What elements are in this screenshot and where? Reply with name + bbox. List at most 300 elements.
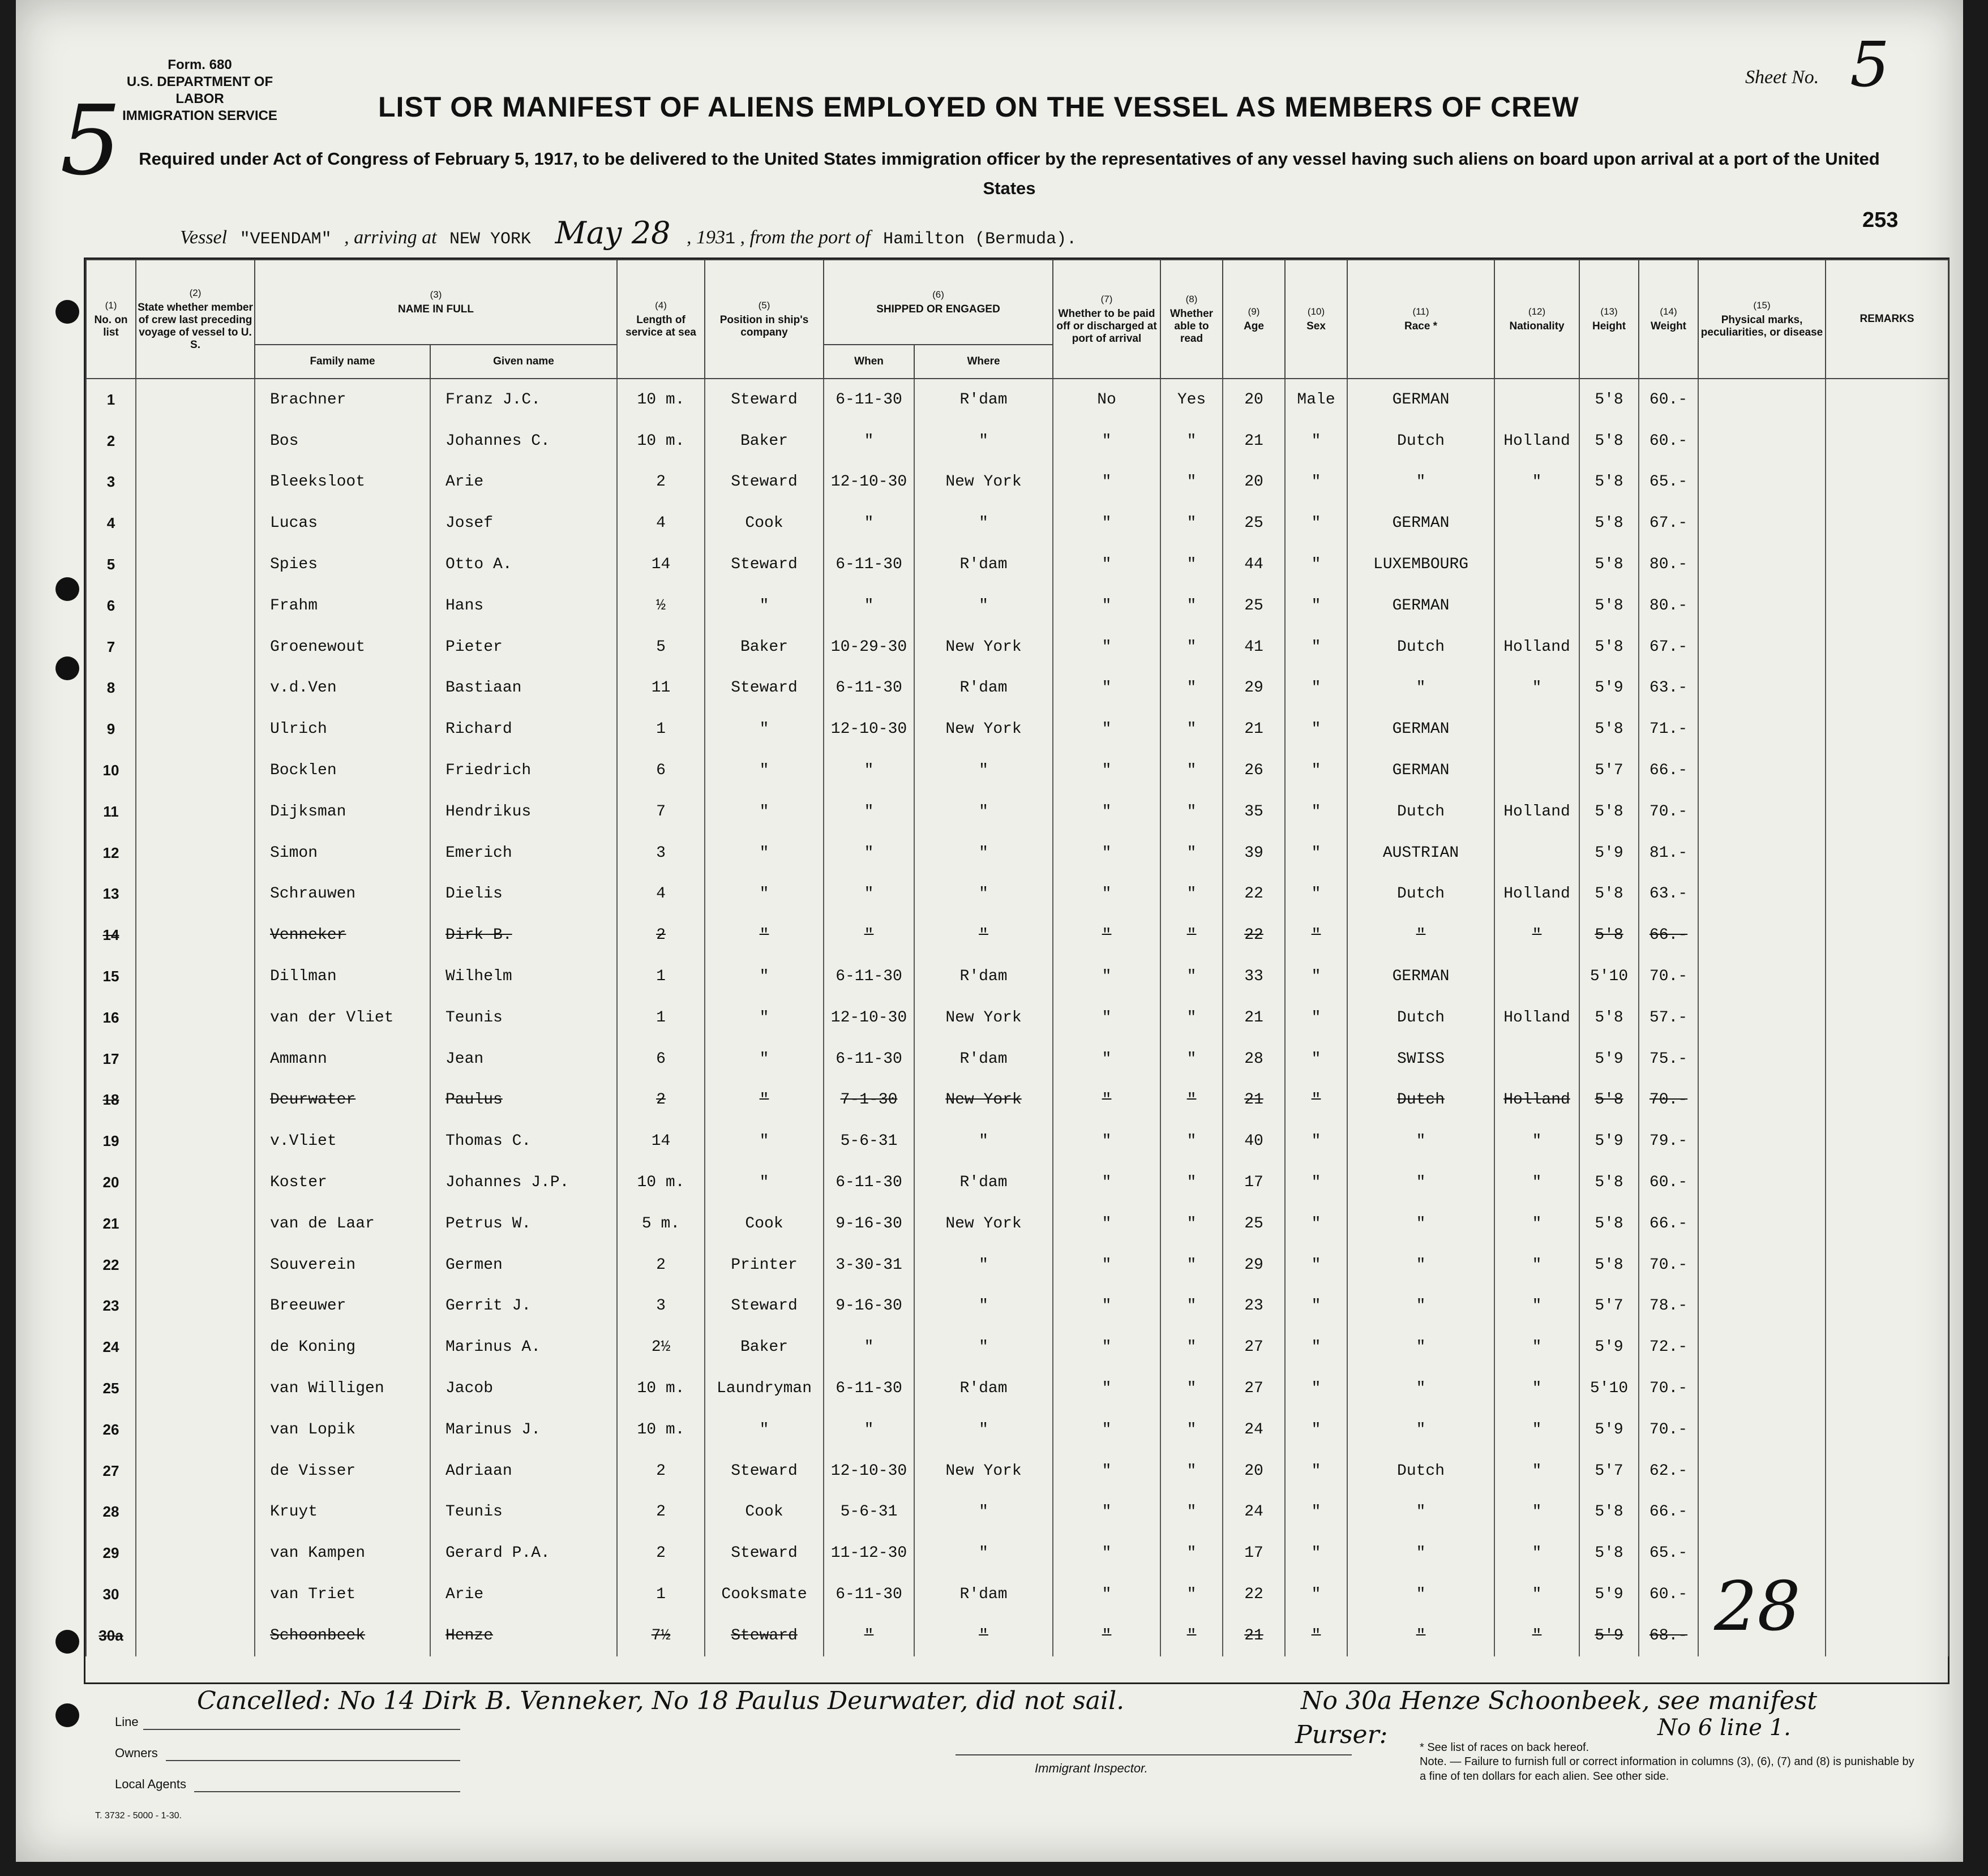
col-header-no: (1) No. on list [86, 260, 136, 379]
family-name: Venneker [255, 915, 430, 956]
inspector-label: Immigrant Inspector. [1035, 1761, 1148, 1775]
given-name: Marinus J. [430, 1409, 617, 1450]
age: 22 [1223, 874, 1285, 915]
remarks [1826, 874, 1948, 915]
height: 5'8 [1579, 709, 1639, 750]
shipped-when: " [824, 874, 914, 915]
able-to-read: " [1160, 1532, 1223, 1574]
shipped-when: " [824, 750, 914, 791]
prior-voyage-cell [136, 1203, 255, 1244]
able-to-read: " [1160, 1574, 1223, 1615]
given-name: Josef [430, 503, 617, 544]
weight: 70.- [1639, 1080, 1698, 1121]
physical-marks [1698, 915, 1826, 956]
nationality: " [1494, 1368, 1579, 1409]
able-to-read: " [1160, 462, 1223, 503]
shipped-when: 9-16-30 [824, 1286, 914, 1327]
shipped-where: New York [914, 462, 1053, 503]
sex: Male [1285, 379, 1347, 420]
weight: 66.- [1639, 1492, 1698, 1533]
schoonbeek-note: No 30a Henze Schoonbeek, see manifest [1301, 1686, 1818, 1715]
table-row [86, 915, 1948, 956]
weight: 66.- [1639, 915, 1698, 956]
table-row [86, 503, 1948, 544]
family-name: Lucas [255, 503, 430, 544]
nationality: Holland [1494, 626, 1579, 668]
able-to-read: " [1160, 1162, 1223, 1203]
prior-voyage-cell [136, 1162, 255, 1203]
race: SWISS [1347, 1038, 1494, 1080]
race: LUXEMBOURG [1347, 544, 1494, 585]
row-number: 12 [86, 832, 136, 874]
physical-marks [1698, 1162, 1826, 1203]
table-row [86, 379, 1948, 420]
physical-marks [1698, 832, 1826, 874]
prior-voyage-cell [136, 874, 255, 915]
nationality: " [1494, 668, 1579, 709]
shipped-where: " [914, 420, 1053, 462]
able-to-read: " [1160, 1038, 1223, 1080]
able-to-read: " [1160, 420, 1223, 462]
physical-marks [1698, 791, 1826, 832]
height: 5'9 [1579, 1121, 1639, 1162]
remarks [1826, 585, 1948, 626]
owners-label: Owners [115, 1746, 158, 1760]
physical-marks [1698, 1203, 1826, 1244]
prior-voyage-cell [136, 1286, 255, 1327]
paid-off: " [1053, 1080, 1160, 1121]
length-of-service: 2 [617, 1080, 705, 1121]
position: " [705, 1162, 824, 1203]
shipped-where: R'dam [914, 956, 1053, 997]
col-header-prior-voyage: (2) State whether member of crew last preceding voyage of vessel to U. S. [136, 260, 255, 379]
shipped-where: " [914, 750, 1053, 791]
family-name: Souverein [255, 1244, 430, 1286]
shipped-when: " [824, 832, 914, 874]
height: 5'8 [1579, 503, 1639, 544]
remarks [1826, 915, 1948, 956]
fine-note: Note. — Failure to furnish full or correct information in columns (3), (6), (7) and (8) is punishable by a fine of ten dollars for each alien. See other side. [1420, 1755, 1914, 1783]
age: 33 [1223, 956, 1285, 997]
position: Steward [705, 1286, 824, 1327]
family-name: Bos [255, 420, 430, 462]
prior-voyage-cell [136, 791, 255, 832]
prior-voyage-cell [136, 503, 255, 544]
arriving-label: , arriving at [344, 227, 437, 248]
paid-off: " [1053, 1244, 1160, 1286]
given-name: Otto A. [430, 544, 617, 585]
length-of-service: 5 [617, 626, 705, 668]
race: " [1347, 462, 1494, 503]
physical-marks [1698, 544, 1826, 585]
row-number: 22 [86, 1244, 136, 1286]
col-header-length: (4) Length of service at sea [617, 260, 705, 379]
sex: " [1285, 1038, 1347, 1080]
stamp-number: 253 [1862, 208, 1899, 232]
nationality [1494, 832, 1579, 874]
shipped-when: 5-6-31 [824, 1492, 914, 1533]
physical-marks [1698, 420, 1826, 462]
table-row [86, 585, 1948, 626]
given-name: Gerard P.A. [430, 1532, 617, 1574]
remarks [1826, 750, 1948, 791]
nationality: " [1494, 462, 1579, 503]
family-name: Kruyt [255, 1492, 430, 1533]
row-number: 6 [86, 585, 136, 626]
punch-hole [55, 1630, 79, 1654]
age: 28 [1223, 1038, 1285, 1080]
paid-off: " [1053, 709, 1160, 750]
weight: 71.- [1639, 709, 1698, 750]
shipped-when: 12-10-30 [824, 462, 914, 503]
length-of-service: 7½ [617, 1615, 705, 1656]
position: " [705, 1080, 824, 1121]
height: 5'8 [1579, 915, 1639, 956]
prior-voyage-cell [136, 462, 255, 503]
shipped-where: " [914, 1121, 1053, 1162]
nationality: " [1494, 1244, 1579, 1286]
race: " [1347, 1286, 1494, 1327]
paid-off: " [1053, 462, 1160, 503]
height: 5'9 [1579, 1409, 1639, 1450]
remarks [1826, 668, 1948, 709]
agents-label: Local Agents [115, 1777, 186, 1791]
agents-underline [194, 1791, 460, 1792]
nationality: Holland [1494, 874, 1579, 915]
given-name: Wilhelm [430, 956, 617, 997]
weight: 70.- [1639, 1244, 1698, 1286]
length-of-service: 2 [617, 462, 705, 503]
given-name: Petrus W. [430, 1203, 617, 1244]
line-label: Line [115, 1715, 139, 1729]
paid-off: " [1053, 1615, 1160, 1656]
paid-off: " [1053, 1532, 1160, 1574]
physical-marks [1698, 626, 1826, 668]
height: 5'8 [1579, 1080, 1639, 1121]
remarks [1826, 1326, 1948, 1368]
position: " [705, 585, 824, 626]
col-header-name: (3) NAME IN FULL [255, 260, 617, 345]
age: 21 [1223, 1615, 1285, 1656]
physical-marks [1698, 1368, 1826, 1409]
height: 5'7 [1579, 1286, 1639, 1327]
age: 20 [1223, 379, 1285, 420]
weight: 65.- [1639, 1532, 1698, 1574]
race: GERMAN [1347, 585, 1494, 626]
able-to-read: " [1160, 585, 1223, 626]
position: Laundryman [705, 1368, 824, 1409]
table-row [86, 832, 1948, 874]
col-header-height: (13) Height [1579, 260, 1639, 379]
nationality [1494, 750, 1579, 791]
shipped-where: R'dam [914, 1162, 1053, 1203]
remarks [1826, 1492, 1948, 1533]
shipped-where: New York [914, 997, 1053, 1038]
nationality [1494, 585, 1579, 626]
col-header-physical: (15) Physical marks, peculiarities, or disease [1698, 260, 1826, 379]
remarks [1826, 1574, 1948, 1615]
able-to-read: " [1160, 1409, 1223, 1450]
manifest-sheet [16, 0, 1963, 1862]
paid-off: " [1053, 1368, 1160, 1409]
weight: 60.- [1639, 1574, 1698, 1615]
physical-marks [1698, 1326, 1826, 1368]
table-row [86, 668, 1948, 709]
col-header-when: When [824, 345, 914, 379]
length-of-service: 14 [617, 1121, 705, 1162]
paid-off: " [1053, 832, 1160, 874]
table-row [86, 544, 1948, 585]
able-to-read: " [1160, 1121, 1223, 1162]
sheet-number: 5 [1850, 28, 1890, 101]
shipped-where: R'dam [914, 544, 1053, 585]
race: " [1347, 1574, 1494, 1615]
race: GERMAN [1347, 709, 1494, 750]
nationality [1494, 503, 1579, 544]
row-number: 23 [86, 1286, 136, 1327]
table-row [86, 874, 1948, 915]
length-of-service: 1 [617, 997, 705, 1038]
able-to-read: " [1160, 1492, 1223, 1533]
able-to-read: " [1160, 915, 1223, 956]
prior-voyage-cell [136, 997, 255, 1038]
given-name: Jacob [430, 1368, 617, 1409]
age: 27 [1223, 1368, 1285, 1409]
height: 5'9 [1579, 668, 1639, 709]
position: Baker [705, 1326, 824, 1368]
physical-marks [1698, 874, 1826, 915]
paid-off: " [1053, 750, 1160, 791]
paid-off: " [1053, 1203, 1160, 1244]
position: " [705, 1121, 824, 1162]
arrival-date: May 28 [555, 215, 671, 251]
sex: " [1285, 1080, 1347, 1121]
table-row [86, 1450, 1948, 1492]
row-number: 17 [86, 1038, 136, 1080]
given-name: Dielis [430, 874, 617, 915]
length-of-service: 1 [617, 956, 705, 997]
crew-total: 28 [1714, 1568, 1801, 1646]
shipped-when: 6-11-30 [824, 1368, 914, 1409]
physical-marks [1698, 1409, 1826, 1450]
shipped-where: " [914, 1615, 1053, 1656]
length-of-service: 4 [617, 503, 705, 544]
physical-marks [1698, 709, 1826, 750]
remarks [1826, 379, 1948, 420]
table-row [86, 462, 1948, 503]
age: 44 [1223, 544, 1285, 585]
length-of-service: 10 m. [617, 1368, 705, 1409]
sex: " [1285, 1574, 1347, 1615]
given-name: Emerich [430, 832, 617, 874]
paid-off: " [1053, 420, 1160, 462]
length-of-service: 6 [617, 750, 705, 791]
paid-off: " [1053, 1574, 1160, 1615]
col-header-shipped: (6) SHIPPED OR ENGAGED [824, 260, 1053, 345]
nationality [1494, 544, 1579, 585]
length-of-service: 2 [617, 915, 705, 956]
shipped-when: " [824, 1615, 914, 1656]
shipped-where: R'dam [914, 668, 1053, 709]
family-name: Dijksman [255, 791, 430, 832]
crew-table [84, 257, 1950, 1684]
given-name: Paulus [430, 1080, 617, 1121]
remarks [1826, 462, 1948, 503]
prior-voyage-cell [136, 915, 255, 956]
race: " [1347, 668, 1494, 709]
remarks [1826, 1203, 1948, 1244]
weight: 65.- [1639, 462, 1698, 503]
family-name: Ammann [255, 1038, 430, 1080]
race: GERMAN [1347, 956, 1494, 997]
sex: " [1285, 1409, 1347, 1450]
physical-marks [1698, 1038, 1826, 1080]
row-number: 24 [86, 1326, 136, 1368]
position: " [705, 1038, 824, 1080]
height: 5'8 [1579, 626, 1639, 668]
row-number: 20 [86, 1162, 136, 1203]
prior-voyage-cell [136, 1532, 255, 1574]
height: 5'10 [1579, 1368, 1639, 1409]
physical-marks [1698, 1080, 1826, 1121]
paid-off: " [1053, 544, 1160, 585]
able-to-read: " [1160, 1450, 1223, 1492]
departure-port: Hamilton (Bermuda). [883, 230, 1077, 249]
shipped-where: " [914, 915, 1053, 956]
age: 17 [1223, 1532, 1285, 1574]
prior-voyage-cell [136, 750, 255, 791]
length-of-service: 2 [617, 1532, 705, 1574]
shipped-when: 9-16-30 [824, 1203, 914, 1244]
weight: 67.- [1639, 626, 1698, 668]
table-row [86, 420, 1948, 462]
row-number: 26 [86, 1409, 136, 1450]
weight: 60.- [1639, 420, 1698, 462]
prior-voyage-cell [136, 956, 255, 997]
paid-off: " [1053, 1450, 1160, 1492]
weight: 72.- [1639, 1326, 1698, 1368]
given-name: Henze [430, 1615, 617, 1656]
position: " [705, 832, 824, 874]
sex: " [1285, 956, 1347, 997]
position: " [705, 956, 824, 997]
paid-off: " [1053, 1492, 1160, 1533]
remarks [1826, 1532, 1948, 1574]
length-of-service: 2 [617, 1492, 705, 1533]
length-of-service: 2½ [617, 1326, 705, 1368]
row-number: 21 [86, 1203, 136, 1244]
paid-off: " [1053, 1286, 1160, 1327]
able-to-read: " [1160, 1286, 1223, 1327]
table-row [86, 1121, 1948, 1162]
shipped-when: 6-11-30 [824, 956, 914, 997]
age: 21 [1223, 709, 1285, 750]
weight: 80.- [1639, 585, 1698, 626]
race: Dutch [1347, 997, 1494, 1038]
row-number: 15 [86, 956, 136, 997]
height: 5'8 [1579, 462, 1639, 503]
form-number: Form. 680 [168, 57, 232, 72]
able-to-read: " [1160, 874, 1223, 915]
nationality: " [1494, 1409, 1579, 1450]
paid-off: " [1053, 1409, 1160, 1450]
age: 20 [1223, 462, 1285, 503]
paid-off: " [1053, 956, 1160, 997]
height: 5'8 [1579, 379, 1639, 420]
shipped-when: " [824, 791, 914, 832]
shipped-when: 6-11-30 [824, 668, 914, 709]
length-of-service: 3 [617, 832, 705, 874]
age: 24 [1223, 1492, 1285, 1533]
shipped-where: R'dam [914, 1038, 1053, 1080]
shipped-where: R'dam [914, 379, 1053, 420]
table-row [86, 1326, 1948, 1368]
shipped-when: " [824, 503, 914, 544]
prior-voyage-cell [136, 1326, 255, 1368]
physical-marks [1698, 462, 1826, 503]
height: 5'8 [1579, 997, 1639, 1038]
age: 39 [1223, 832, 1285, 874]
crew-rows [86, 379, 1948, 1656]
nationality: " [1494, 1162, 1579, 1203]
shipped-when: 7-1-30 [824, 1080, 914, 1121]
col-header-given-name: Given name [430, 345, 617, 379]
height: 5'9 [1579, 1574, 1639, 1615]
table-row [86, 791, 1948, 832]
age: 23 [1223, 1286, 1285, 1327]
prior-voyage-cell [136, 1492, 255, 1533]
row-number: 14 [86, 915, 136, 956]
paid-off: No [1053, 379, 1160, 420]
nationality [1494, 709, 1579, 750]
remarks [1826, 956, 1948, 997]
physical-marks [1698, 750, 1826, 791]
paid-off: " [1053, 915, 1160, 956]
height: 5'9 [1579, 1038, 1639, 1080]
shipped-where: " [914, 874, 1053, 915]
family-name: Schoonbeek [255, 1615, 430, 1656]
row-number: 28 [86, 1492, 136, 1533]
position: " [705, 997, 824, 1038]
family-name: v.Vliet [255, 1121, 430, 1162]
height: 5'8 [1579, 420, 1639, 462]
family-name: Bleeksloot [255, 462, 430, 503]
punch-hole [55, 1703, 79, 1727]
sex: " [1285, 1532, 1347, 1574]
family-name: van Willigen [255, 1368, 430, 1409]
prior-voyage-cell [136, 1368, 255, 1409]
race: GERMAN [1347, 379, 1494, 420]
length-of-service: 7 [617, 791, 705, 832]
family-name: Groenewout [255, 626, 430, 668]
able-to-read: " [1160, 956, 1223, 997]
age: 20 [1223, 1450, 1285, 1492]
given-name: Franz J.C. [430, 379, 617, 420]
table-row [86, 1532, 1948, 1574]
sex: " [1285, 791, 1347, 832]
punch-hole [55, 300, 79, 324]
prior-voyage-cell [136, 1121, 255, 1162]
remarks [1826, 1162, 1948, 1203]
sex: " [1285, 1121, 1347, 1162]
paid-off: " [1053, 585, 1160, 626]
height: 5'8 [1579, 585, 1639, 626]
length-of-service: 10 m. [617, 1409, 705, 1450]
height: 5'8 [1579, 1492, 1639, 1533]
given-name: Teunis [430, 997, 617, 1038]
length-of-service: 10 m. [617, 1162, 705, 1203]
remarks [1826, 791, 1948, 832]
